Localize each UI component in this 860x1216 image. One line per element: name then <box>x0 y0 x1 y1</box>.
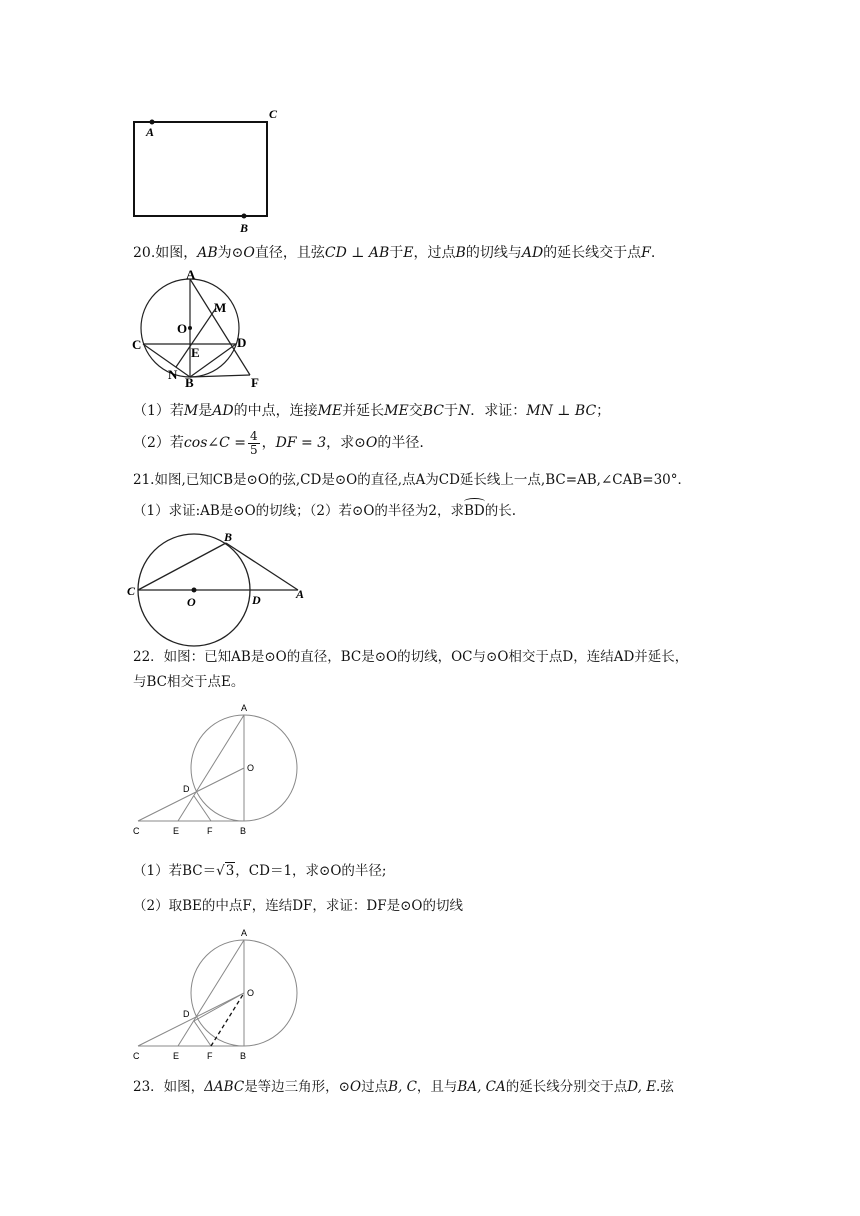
label-c: C <box>132 337 142 352</box>
label-b: B <box>224 530 233 544</box>
q23-stem: 23．如图，ΔABC是等边三角形，⊙O过点B, C，且与BA, CA的延长线分别交于点D, E.弦 <box>133 1079 674 1095</box>
q21-stem: 21.如图,已知CB是⊙O的弦,CD是⊙O的直径,点A为CD延长线上一点,BC=AB,∠CAB=30°． <box>133 472 692 488</box>
q22-part1: （1）若BC＝√3，CD＝1，求⊙O的半径; <box>133 863 387 879</box>
label-n: N <box>168 367 178 382</box>
label-a: A <box>146 125 155 139</box>
q21-parts: （1）求证:AB是⊙O的切线；（2）若⊙O的半径为2，求BD的长. <box>133 503 517 519</box>
label-e: E <box>173 1051 180 1061</box>
fraction-4-5: $\frac{4}{5}$ <box>250 428 258 457</box>
label-d: D <box>183 1009 190 1019</box>
q22-figure-2 <box>128 925 308 1065</box>
label-d: D <box>237 335 247 350</box>
label-b: B <box>240 1051 247 1061</box>
q22-stem-line1: 22．如图：已知AB是⊙O的直径，BC是⊙O的切线，OC与⊙O相交于点D，连结AD并延长， <box>133 649 689 665</box>
label-a: A <box>241 703 248 713</box>
rectangle-figure <box>120 100 290 235</box>
label-c: C <box>133 826 140 836</box>
label-b: B <box>240 826 247 836</box>
label-a: A <box>241 928 248 938</box>
label-b: B <box>185 375 194 390</box>
q20-part2: （2）若cos∠C = $\frac{4}{5}$ ，DF = 3，求⊙O的半径. <box>133 428 424 457</box>
label-o: O <box>187 595 196 609</box>
label-m: M <box>214 300 227 315</box>
label-f: F <box>207 1051 213 1061</box>
label-c: C <box>269 107 278 121</box>
q22-part2: （2）取BE的中点F，连结DF，求证：DF是⊙O的切线 <box>133 898 463 914</box>
q22-figure-1 <box>128 700 308 840</box>
q20-circle-figure <box>128 268 278 392</box>
q21-circle-figure <box>124 528 314 610</box>
label-b: B <box>240 221 249 235</box>
label-c: C <box>133 1051 140 1061</box>
label-f: F <box>251 375 259 390</box>
label-a: A <box>186 267 196 282</box>
label-c: C <box>127 584 136 598</box>
label-f: F <box>207 826 213 836</box>
q22-stem-line2: 与BC相交于点E。 <box>133 674 245 690</box>
label-o: O <box>247 763 255 773</box>
label-d: D <box>183 784 190 794</box>
label-o: O <box>177 321 188 336</box>
label-e: E <box>191 345 200 360</box>
label-o: O <box>247 988 255 998</box>
label-d: D <box>252 593 261 607</box>
label-e: E <box>173 826 180 836</box>
label-a: A <box>296 587 305 601</box>
q20-stem: 20.如图，AB为⊙O直径，且弦CD ⊥ AB于E，过点B的切线与AD的延长线交于点F. <box>133 245 656 261</box>
arc-bd: BD <box>464 503 485 519</box>
q20-part1: （1）若M是AD的中点，连接ME并延长ME交BC于N．求证：MN ⊥ BC； <box>133 403 611 419</box>
